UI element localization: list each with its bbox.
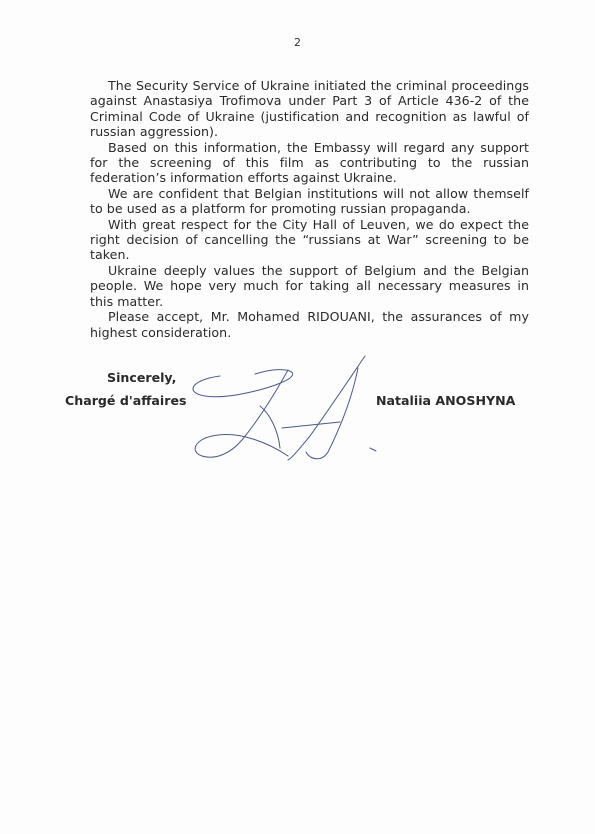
page-number: 2 [294, 36, 301, 49]
paragraph-criminal-proceedings: The Security Service of Ukraine initiated the criminal proceedings against Anastasiya Trofimova under Part 3 of Article 436-2 of the Criminal Code of Ukraine (justification and recognition as lawful of russian aggression). [90, 78, 529, 140]
paragraph-assurances: Please accept, Mr. Mohamed RIDOUANI, the assurances of my highest consideration. [90, 309, 529, 340]
letter-body [90, 78, 529, 340]
paragraph-city-hall-request: With great respect for the City Hall of Leuven, we do expect the right decision of cancelling the “russians at War” screening to be taken. [90, 216, 529, 263]
paragraph-support-belgium: Ukraine deeply values the support of Belgium and the Belgian people. We hope very much for taking all necessary measures in this matter. [90, 262, 529, 309]
signer-role: Chargé d'affaires [65, 393, 187, 408]
paragraph-belgian-institutions: We are confident that Belgian institutions will not allow themself to be used as a platform for promoting russian propaganda. [90, 185, 529, 217]
closing-sincerely: Sincerely, [107, 370, 177, 385]
signer-name: Nataliia ANOSHYNA [376, 393, 516, 408]
paragraph-embassy-position: Based on this information, the Embassy will regard any support for the screening of this film as contributing to the russian federation’s information efforts against Ukraine. [90, 139, 529, 186]
handwritten-signature [160, 348, 390, 478]
